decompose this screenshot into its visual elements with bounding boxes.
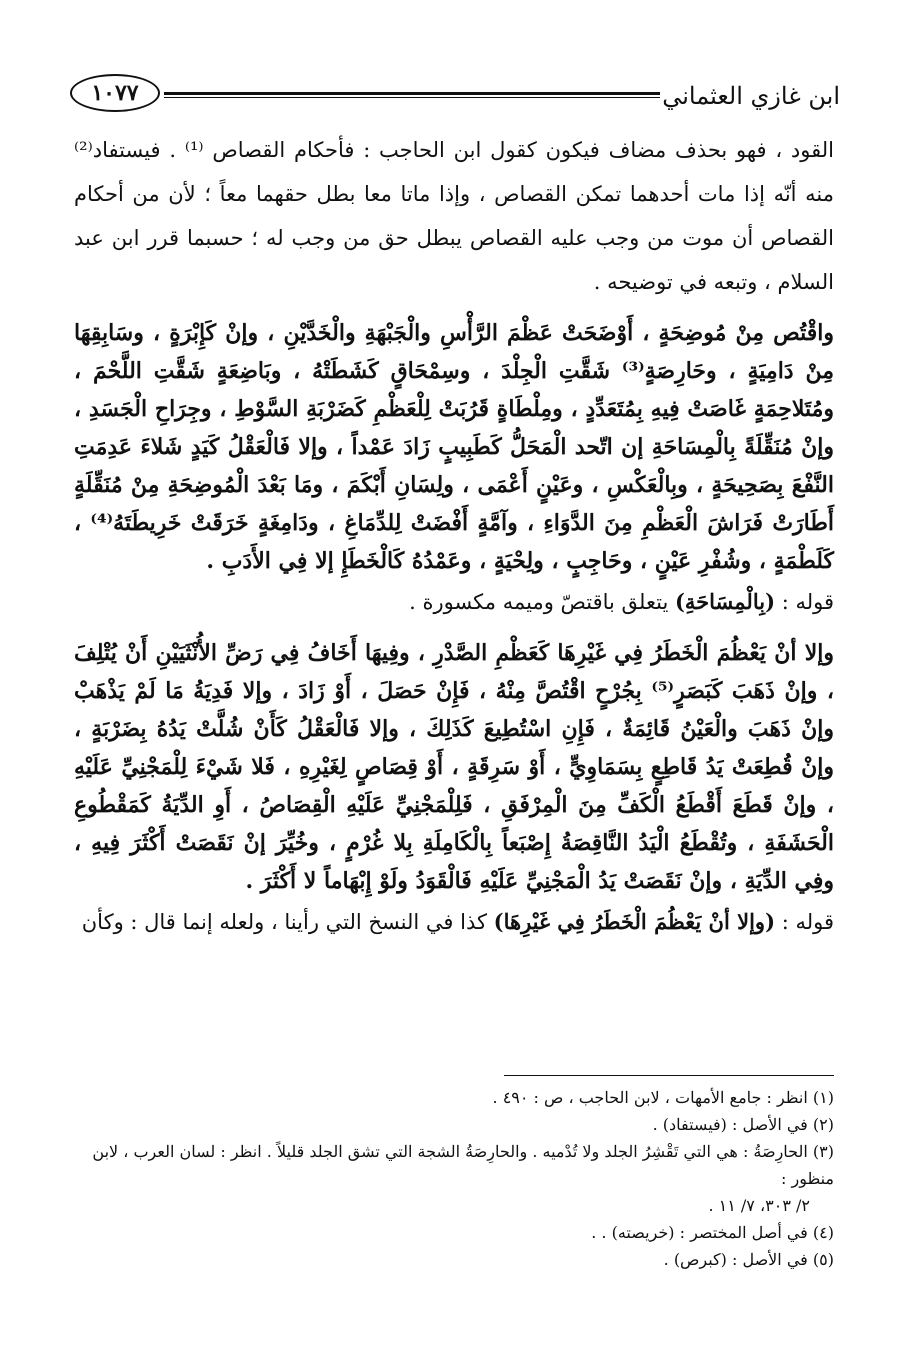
qawl-lead: قوله : bbox=[781, 590, 834, 614]
commentary-paragraph-2 bbox=[74, 580, 834, 624]
commentary-paragraph-3 bbox=[74, 900, 834, 944]
footnotes bbox=[60, 1084, 834, 1273]
footnote-3: (٣) الحارِصَةُ : هي التي تَقْشِرُ الجلد ولا تُدْميه . والحارِصَةُ الشجة التي تشق الجلد قليلاً . انظر : لسان العرب ، لابن منظور : bbox=[92, 1142, 834, 1188]
qawl-lead: قوله : bbox=[781, 910, 834, 934]
matn-paragraph-2: وإلا أنْ يَعْظُمَ الْخَطَرُ فِي غَيْرِهَا كَعَظْمِ الصَّدْرِ ، وفِيهَا أَخَافُ فِي رَضِّ الأُنْثَيَيْنِ أَنْ يُتْلِفَ ، وإنْ ذَهَبَ كَبَصَرٍ⁽⁵⁾ بِجُرْحٍ اقْتُصَّ مِنْهُ ، فَإِنْ حَصَلَ ، أَوْ زَادَ ، وإلا فَدِيَةُ مَا لَمْ يَذْهَبْ وإنْ ذَهَبَ والْعَيْنُ قَائِمَةٌ ، فَإِنِ اسْتُطِيعَ كَذَلِكَ ، وإلا فَالْعَقْلُ كَأَنْ شُلَّتْ يَدُهُ بِضَرْبَةٍ ، وإنْ قُطِعَتْ يَدُ قَاطِعٍ بِسَمَاوِيٍّ ، أَوْ سَرِقَةٍ ، أَوْ قِصَاصٍ لِغَيْرِهِ ، فَلا شَيْءَ لِلْمَجْنِيِّ عَلَيْهِ ، وإنْ قَطَعَ أَقْطَعُ الْكَفِّ مِنَ الْمِرْفَقِ ، فَلِلْمَجْنِيِّ عَلَيْهِ الْقِصَاصُ ، أَوِ الدِّيَةُ كَمَقْطُوعِ الْحَشَفَةِ ، وتُقْطَعُ الْيَدُ النَّاقِصَةُ إِصْبَعاً بِالْكَامِلَةِ بِلا غُرْمٍ ، وخُيِّرَ إنْ نَقَصَتْ أَكْثَرَ فِيهِ ، وفِي الدِّيَةِ ، وإنْ نَقَصَتْ يَدُ الْمَجْنِيِّ عَلَيْهِ فَالْقَوَدُ ولَوْ إِبْهَاماً لا أَكْثَرَ . bbox=[74, 640, 834, 894]
qawl-text: كذا في النسخ التي رأينا ، ولعله إنما قال : وكأن bbox=[81, 910, 494, 934]
page-number: ١٠٧٧ bbox=[70, 74, 160, 112]
running-title: ابن غازي العثماني bbox=[662, 82, 840, 110]
qawl-text: يتعلق باقتصّ وميمه مكسورة . bbox=[409, 590, 675, 614]
main-text bbox=[74, 128, 834, 944]
matn-paragraph-1: واقْتُص مِنْ مُوضِحَةٍ ، أَوْضَحَتْ عَظْمَ الرَّأْسِ والْجَبْهَةِ والْخَدَّيْنِ ، وإنْ كَإِبْرَةٍ ، وسَابِقِهَا مِنْ دَامِيَةٍ ، وحَارِصَةٍ⁽³⁾ شَقَّتِ الْجِلْدَ ، وسِمْحَاقٍ كَشَطَتْهُ ، وبَاضِعَةٍ شَقَّتِ اللَّحْمَ ، ومُتَلاحِمَةٍ غَاصَتْ فِيهِ بِمُتَعَدِّدٍ ، ومِلْطَاةٍ قَرُبَتْ لِلْعَظْمِ كَضَرْبَةِ السَّوْطِ ، وجِرَاحِ الْجَسَدِ ، وإنْ مُنَقِّلَةً بِالْمِسَاحَةِ إن اتّحد الْمَحَلُّ كَطَبِيبٍ زَادَ عَمْداً ، وإلا فَالْعَقْلُ كَيَدٍ شَلاءَ عَدِمَتِ النَّفْعَ بِصَحِيحَةٍ ، وبِالْعَكْسِ ، وعَيْنٍ أَعْمَى ، ولِسَانِ أَبْكَمَ ، ومَا بَعْدَ الْمُوضِحَةِ مِنْ مُنَقِّلَةٍ أَطَارَتْ فَرَاشَ الْعَظْمِ مِنَ الدَّوَاءِ ، وآمَّةٍ أَفْضَتْ لِلدِّمَاغِ ، ودَامِغَةٍ خَرَقَتْ خَرِيطَتَهُ⁽⁴⁾ ، كَلَطْمَةٍ ، وشُفْرِ عَيْنٍ ، وحَاجِبٍ ، ولِحْيَةٍ ، وعَمْدُهُ كَالْخَطَإِ إلا فِي الأَدَبِ . bbox=[74, 320, 834, 574]
footnote-1: (١) انظر : جامع الأمهات ، لابن الحاجب ، ص : ٤٩٠ . bbox=[492, 1088, 834, 1107]
commentary-paragraph-1: القود ، فهو بحذف مضاف فيكون كقول ابن الحاجب : فأحكام القصاص ⁽¹⁾ . فيستفاد⁽²⁾ منه أنّه إذا مات أحدهما تمكن القصاص ، وإذا ماتا معا بطل حقهما معاً ؛ لأن من أحكام القصاص أن موت من وجب عليه القصاص يبطل حق من وجب له ؛ حسبما قرر ابن عبد السلام ، وتبعه في توضيحه . bbox=[74, 138, 834, 294]
quoted-term: (وإلا أنْ يَعْظُمَ الْخَطَرُ فِي غَيْرِهَا) bbox=[493, 909, 776, 934]
footnote-2: (٢) في الأصل : (فيستفاد) . bbox=[652, 1115, 834, 1134]
footnote-5: (٥) في الأصل : (كبرص) . bbox=[663, 1250, 834, 1269]
footnote-separator bbox=[504, 1075, 834, 1076]
header-rule bbox=[164, 92, 660, 98]
quoted-term: (بِالْمِسَاحَةِ) bbox=[674, 589, 776, 614]
page-header bbox=[70, 70, 840, 126]
footnote-4: (٤) في أصل المختصر : (خريصته) . . bbox=[591, 1223, 834, 1242]
footnote-3-continuation: ٢/ ٣٠٣، ٧/ ١١ . bbox=[708, 1196, 810, 1215]
